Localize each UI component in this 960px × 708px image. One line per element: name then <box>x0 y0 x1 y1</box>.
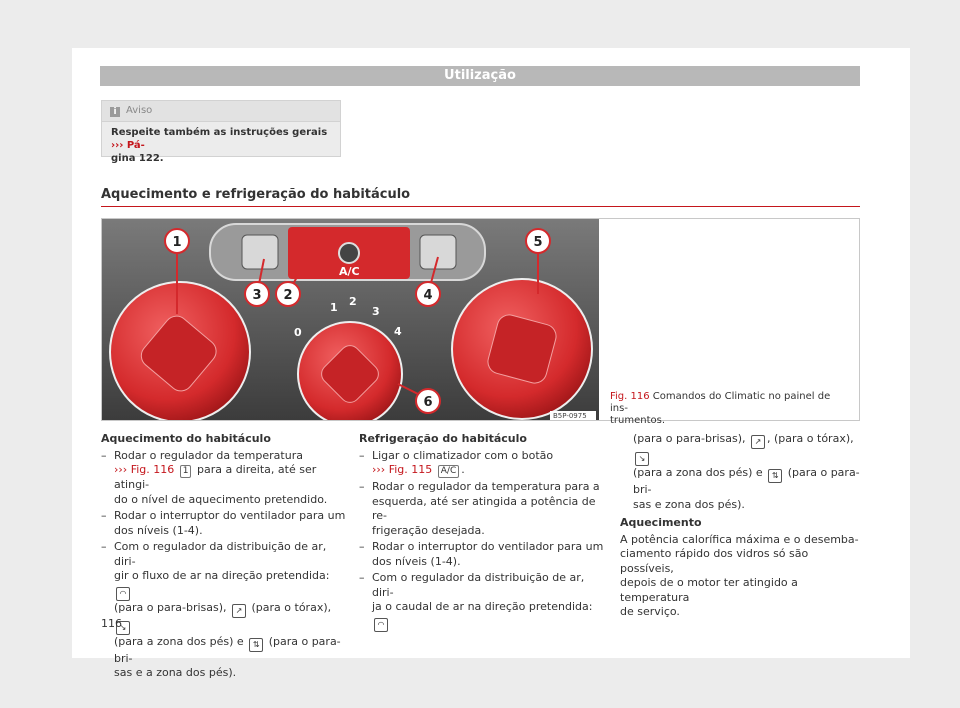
paragraph-aquecimento <box>620 533 865 620</box>
list-item: – Com o regulador da distribuição de ar, diri- ja o caudal de ar na direção pretendida: ◠ <box>359 571 604 632</box>
item-text: ja o caudal de ar na direção pretendida: <box>372 600 593 613</box>
item-text: . <box>461 463 465 476</box>
item-text: (para a zona dos pés) e <box>633 466 763 479</box>
list-item: – Rodar o interruptor do ventilador para um dos níveis (1-4). <box>101 509 346 537</box>
fan-tick-2: 2 <box>349 295 357 308</box>
item-text: (para o para-bri- <box>114 634 341 665</box>
para-line: ciamento rápido dos vidros só são possíveis, <box>620 547 809 575</box>
info-icon: i <box>110 107 120 117</box>
item-text: (para a zona dos pés) e <box>114 634 244 648</box>
item-text: para a direita, até ser atingi- <box>114 463 317 491</box>
figure-116 <box>101 218 860 426</box>
aviso-text <box>102 122 340 169</box>
section-title: Aquecimento e refrigeração do habitáculo <box>101 187 860 207</box>
list-item: – Com o regulador da distribuição de ar, diri- gir o fluxo de ar na direção pretendida: ◠ (para o para-brisas), ↗ (para o tórax), ↘ (para a zona dos pés) e ⇅ (para o para-bri- sas e a zona dos pés). <box>101 540 341 679</box>
list-item: – Rodar o interruptor do ventilador para um dos níveis (1-4). <box>359 540 604 568</box>
item-text: (para o para-brisas), <box>633 432 746 445</box>
item-text: Com o regulador da distribuição de ar, diri- <box>372 571 585 599</box>
aviso-box <box>101 100 341 164</box>
figure-caption <box>610 391 850 427</box>
fig-116-link[interactable]: ››› Fig. 116 <box>114 463 175 476</box>
item-text: dos níveis (1-4). <box>372 554 461 568</box>
aviso-text-b: gina 122. <box>111 153 164 164</box>
item-text: Ligar o climatizador com o botão <box>372 448 554 462</box>
aviso-header <box>102 101 340 122</box>
item-text: sas e a zona dos pés). <box>114 666 237 679</box>
footwell-vent-icon: ↘ <box>635 452 649 466</box>
item-text: Com o regulador da distribuição de ar, diri- <box>114 540 327 568</box>
item-text: , (para o tórax), <box>767 432 854 445</box>
item-text: frigeração desejada. <box>372 523 485 537</box>
aviso-text-a: Respeite também as instruções gerais <box>111 127 328 138</box>
windscreen-footwell-vent-icon: ⇅ <box>768 469 782 483</box>
callout-1: 1 <box>172 235 182 250</box>
fan-tick-1: 1 <box>330 301 338 314</box>
list-item: – Ligar o climatizador com o botão ››› Fig. 115 A/C . <box>359 448 554 476</box>
callout-5: 5 <box>533 235 543 250</box>
column-1 <box>101 432 346 683</box>
callout-3: 3 <box>252 288 262 303</box>
chest-vent-icon: ↗ <box>751 435 765 449</box>
column-3 <box>620 432 865 620</box>
heading-aquecimento: Aquecimento <box>620 516 702 529</box>
callout-4: 4 <box>423 288 433 303</box>
item-text: Rodar o interruptor do ventilador para um <box>372 540 604 553</box>
climatic-panel-photo <box>102 219 599 420</box>
column-2 <box>359 432 604 634</box>
aviso-title: Aviso <box>126 105 153 116</box>
item-text: gir o fluxo de ar na direção pretendida: <box>114 569 330 582</box>
para-line: A potência calorífica máxima e o desemba- <box>620 532 859 546</box>
item-text: esquerda, até ser atingida a potência de re- <box>372 494 596 522</box>
footwell-vent-icon: ↘ <box>116 621 130 635</box>
para-line: depois de o motor ter atingido a temperatura <box>620 576 798 604</box>
windscreen-footwell-vent-icon: ⇅ <box>249 638 263 652</box>
ac-button-badge: A/C <box>438 465 459 478</box>
caption-text: Comandos do Climatic no painel de ins- <box>610 391 831 414</box>
fan-tick-3: 3 <box>372 305 380 318</box>
item-text: Rodar o regulador da temperatura para a <box>372 480 600 493</box>
windscreen-vent-icon: ◠ <box>116 587 130 601</box>
running-header: Utilização <box>100 66 860 86</box>
caption-number: Fig. 116 <box>610 391 650 402</box>
callout-6: 6 <box>423 395 433 410</box>
fan-tick-0: 0 <box>294 326 302 339</box>
page-number: 116 <box>101 617 122 630</box>
item-text: dos níveis (1-4). <box>114 523 203 537</box>
list-item: – Rodar o regulador da temperatura para a esquerda, até ser atingida a potência de re- frigeração desejada. <box>359 480 600 537</box>
list-item-continued <box>620 432 865 512</box>
item-text: (para o para-brisas), <box>114 600 227 614</box>
item-text: (para o para-bri- <box>633 466 860 496</box>
heading-aquecimento-habitaculo: Aquecimento do habitáculo <box>101 432 271 445</box>
ac-label: A/C <box>339 265 360 278</box>
fan-tick-4: 4 <box>394 325 402 338</box>
para-line: de serviço. <box>620 605 680 618</box>
item-text: Rodar o interruptor do ventilador para um <box>114 509 346 522</box>
item-text: (para o tórax), <box>248 600 332 614</box>
chest-vent-icon: ↗ <box>232 604 246 618</box>
fig-115-link[interactable]: ››› Fig. 115 <box>372 463 433 476</box>
windscreen-vent-icon: ◠ <box>374 618 388 632</box>
item-text: do o nível de aquecimento pretendido. <box>114 492 328 506</box>
caption-text-2: trumentos. <box>610 415 666 426</box>
heading-refrigeracao-habitaculo: Refrigeração do habitáculo <box>359 432 527 445</box>
item-text: Rodar o regulador da temperatura <box>114 448 303 462</box>
callout-2: 2 <box>283 288 293 303</box>
figure-code: B5P-0975 <box>553 412 587 420</box>
aviso-ref-link[interactable]: ››› Pá- <box>111 140 145 151</box>
callout-badge-1: 1 <box>180 465 192 478</box>
list-item: – Rodar o regulador da temperatura ››› Fig. 116 1 para a direita, até ser atingi- do o nível de aquecimento pretendido. <box>101 448 328 506</box>
item-text: sas e zona dos pés). <box>633 497 745 511</box>
